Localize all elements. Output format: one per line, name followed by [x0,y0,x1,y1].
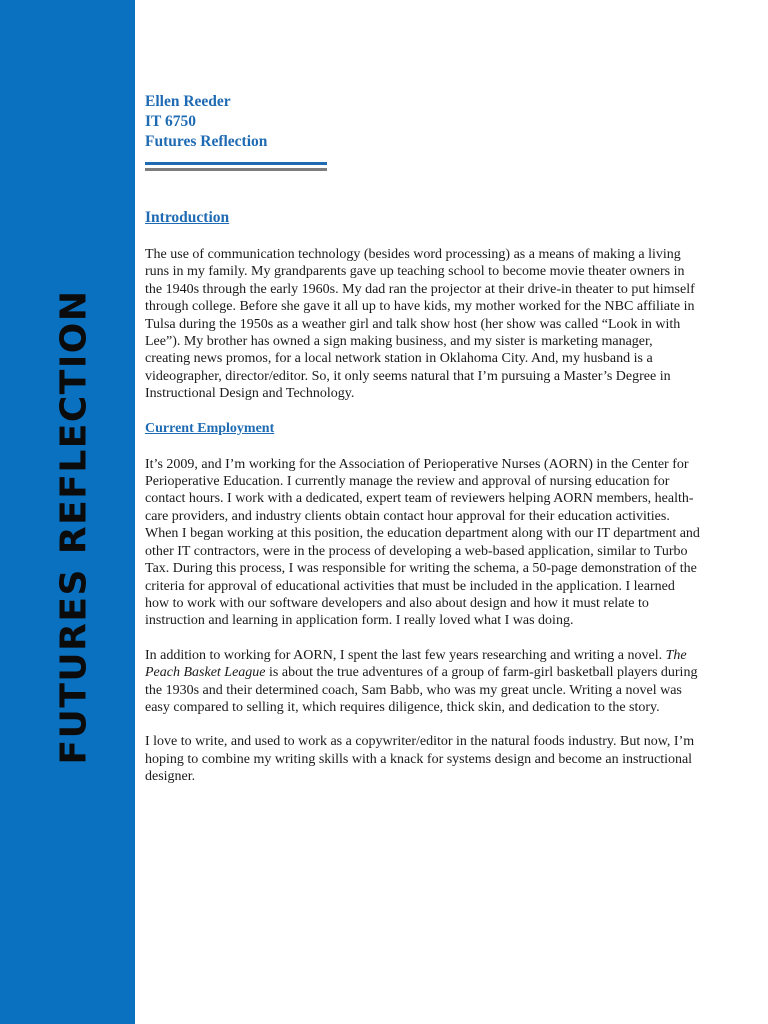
sidebar-title: FUTURES REFLECTION [53,289,95,765]
introduction-heading: Introduction [145,209,230,226]
current-employment-heading: Current Employment [145,420,275,436]
document-body [145,92,700,786]
header-divider [145,162,327,171]
employment-paragraph-3: I love to write, and used to work as a copywriter/editor in the natural foods industry. But now, I’m hoping to combine my writing skills with a knack for systems design and become an instructional designer. [145,734,695,785]
employment-paragraph-2 [145,647,700,717]
sidebar-band [0,0,135,1024]
employment-paragraph-1: It’s 2009, and I’m working for the Association of Perioperative Nurses (AORN) in the Center for Perioperative Education. I currently manage the review and approval of nursing education for contact hours. I work with a dedicated, expert team of reviewers helping AORN members, health-care providers, and industry clients obtain contact hour approval for their education activities. When I began working at this position, the education department along with our IT department and other IT contractors, were in the process of developing a web-based application, similar to Turbo Tax. During this process, I was responsible for writing the schema, a 50-page demonstration of the criteria for approval of educational activities that must be included in the application. I learned how to work with our software developers and also about design and how it must relate to instruction and learning in application form. I really loved what I was doing. [145,456,700,629]
assignment-title: Futures Reflection [145,133,268,150]
novel-title: The Peach Basket League [145,647,687,681]
course-number: IT 6750 [145,113,196,130]
paragraph-2-rest: is about the true adventures of a group of farm-girl basketball players during the 1930s and their determined coach, Sam Babb, who was my great uncle. Writing a novel was easy compared to selling it, which requires diligence, thick skin, and dedication to the story. [145,665,698,715]
paragraph-2-lead: In addition to working for AORN, I spent the last few years researching and writing a novel. [145,647,666,663]
divider-blue-line [145,162,327,165]
introduction-paragraph: The use of communication technology (besides word processing) as a means of making a living runs in my family. My grandparents gave up teaching school to become movie theater owners in the 1940s through the early 1960s. My dad ran the projector at their drive-in theater to put himself through college. Before she gave it all up to have kids, my mother worked for the NBC affiliate in Tulsa during the 1950s as a weather girl and talk show host (her show was called “Look in with Lee”). My brother has owned a sign making business, and my sister is marketing manager, creating news promos, for a local network station in Oklahoma City. And, my husband is a videographer, director/editor. So, it only seems natural that I’m pursuing a Master’s Degree in Instructional Design and Technology. [145,247,695,402]
divider-gray-line [145,168,327,171]
author-name: Ellen Reeder [145,93,231,110]
